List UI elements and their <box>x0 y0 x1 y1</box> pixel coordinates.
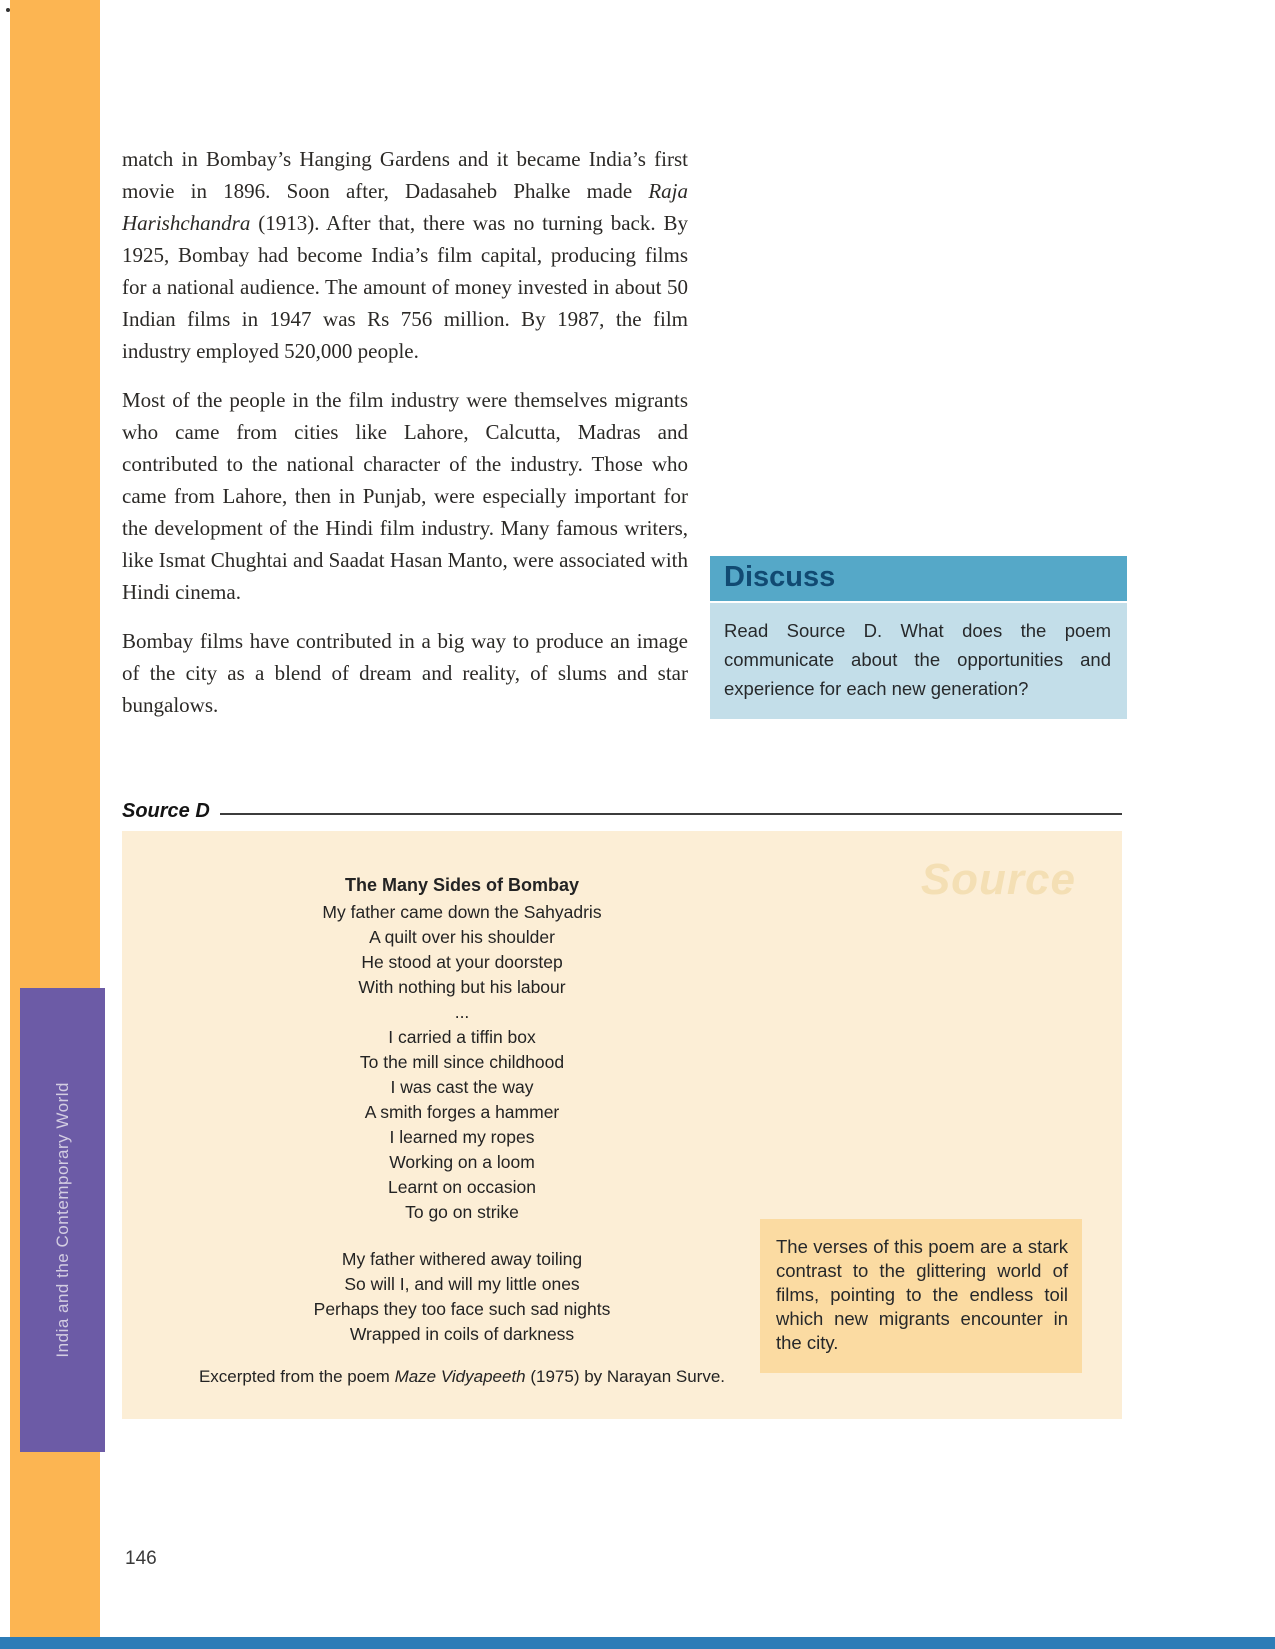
poem-line: To the mill since childhood <box>359 1052 565 1072</box>
poem-line: My father came down the Sahyadris <box>322 902 602 922</box>
sidebar-vertical-title: India and the Contemporary World <box>52 1082 72 1358</box>
source-rule <box>220 813 1122 815</box>
poem-line: I carried a tiffin box <box>388 1027 536 1047</box>
poem-line: A smith forges a hammer <box>364 1102 560 1122</box>
film-title-italic: Raja Harishchandra <box>122 179 688 235</box>
poem-line: Wrapped in coils of darkness <box>349 1324 575 1344</box>
poem-line: To go on strike <box>405 1202 519 1222</box>
left-purple-band <box>20 988 105 1452</box>
poem <box>122 873 802 1389</box>
attribution-text: (1975) by Narayan Surve. <box>525 1367 726 1386</box>
source-label-row <box>122 800 1122 823</box>
paragraph-bombay-films: Bombay films have contributed in a big way to produce an image of the city as a blend of dream and reality, of slums and star bungalows. <box>122 629 688 717</box>
poem-note: The verses of this poem are a stark contrast to the glittering world of films, pointing to the endless toil which new migrants encounter in the city. <box>760 1219 1082 1373</box>
paragraph-migrants: Most of the people in the film industry were themselves migrants who came from cities like Lahore, Calcutta, Madras and contributed to the national character of the industry. Those who came from Lahore, then in Punjab, were especially important for the development of the Hindi film industry. Many famous writers, like Ismat Chughtai and Saadat Hasan Manto, were associated with Hindi cinema. <box>122 388 688 604</box>
paragraph-film-history <box>122 143 688 367</box>
poem-line: He stood at your doorstep <box>361 952 563 972</box>
poem-title: The Many Sides of Bombay <box>344 875 580 895</box>
poem-line-ellipsis: ... <box>454 1002 470 1022</box>
page-number: 146 <box>125 1548 157 1569</box>
discuss-question: Read Source D. What does the poem communicate about the opportunities and experience for each new generation? <box>710 603 1127 719</box>
source-watermark: Source <box>920 855 1076 904</box>
poem-line: So will I, and will my little ones <box>344 1274 580 1294</box>
poem-title-italic: Maze Vidyapeeth <box>394 1367 526 1386</box>
poem-line: I learned my ropes <box>389 1127 535 1147</box>
poem-line: I was cast the way <box>390 1077 534 1097</box>
discuss-header: Discuss <box>710 556 1127 601</box>
discuss-box <box>710 556 1127 719</box>
paragraph-text: (1913). After that, there was no turning back. By 1925, Bombay had become India’s film capital, producing films for a national audience. The amount of money invested in about 50 Indian films in 1947 was Rs 756 million. By 1987, the film industry employed 520,000 people. <box>122 211 688 363</box>
poem-stanza-2 <box>122 1247 802 1347</box>
poem-line: Perhaps they too face such sad nights <box>313 1299 611 1319</box>
poem-line: My father withered away toiling <box>341 1249 583 1269</box>
poem-attribution <box>122 1364 802 1389</box>
poem-line: Learnt on occasion <box>388 1177 536 1197</box>
source-label: Source D <box>122 800 210 822</box>
poem-line: A quilt over his shoulder <box>369 927 555 947</box>
poem-line: With nothing but his labour <box>358 977 566 997</box>
attribution-text: Excerpted from the poem <box>198 1367 395 1386</box>
source-box <box>122 831 1122 1419</box>
poem-line: Working on a loom <box>389 1152 535 1172</box>
bottom-blue-bar <box>0 1637 1275 1649</box>
paragraph-text: match in Bombay’s Hanging Gardens and it became India’s first movie in 1896. Soon after, Dadasaheb Phalke made <box>122 147 688 203</box>
main-text-column <box>122 143 688 738</box>
